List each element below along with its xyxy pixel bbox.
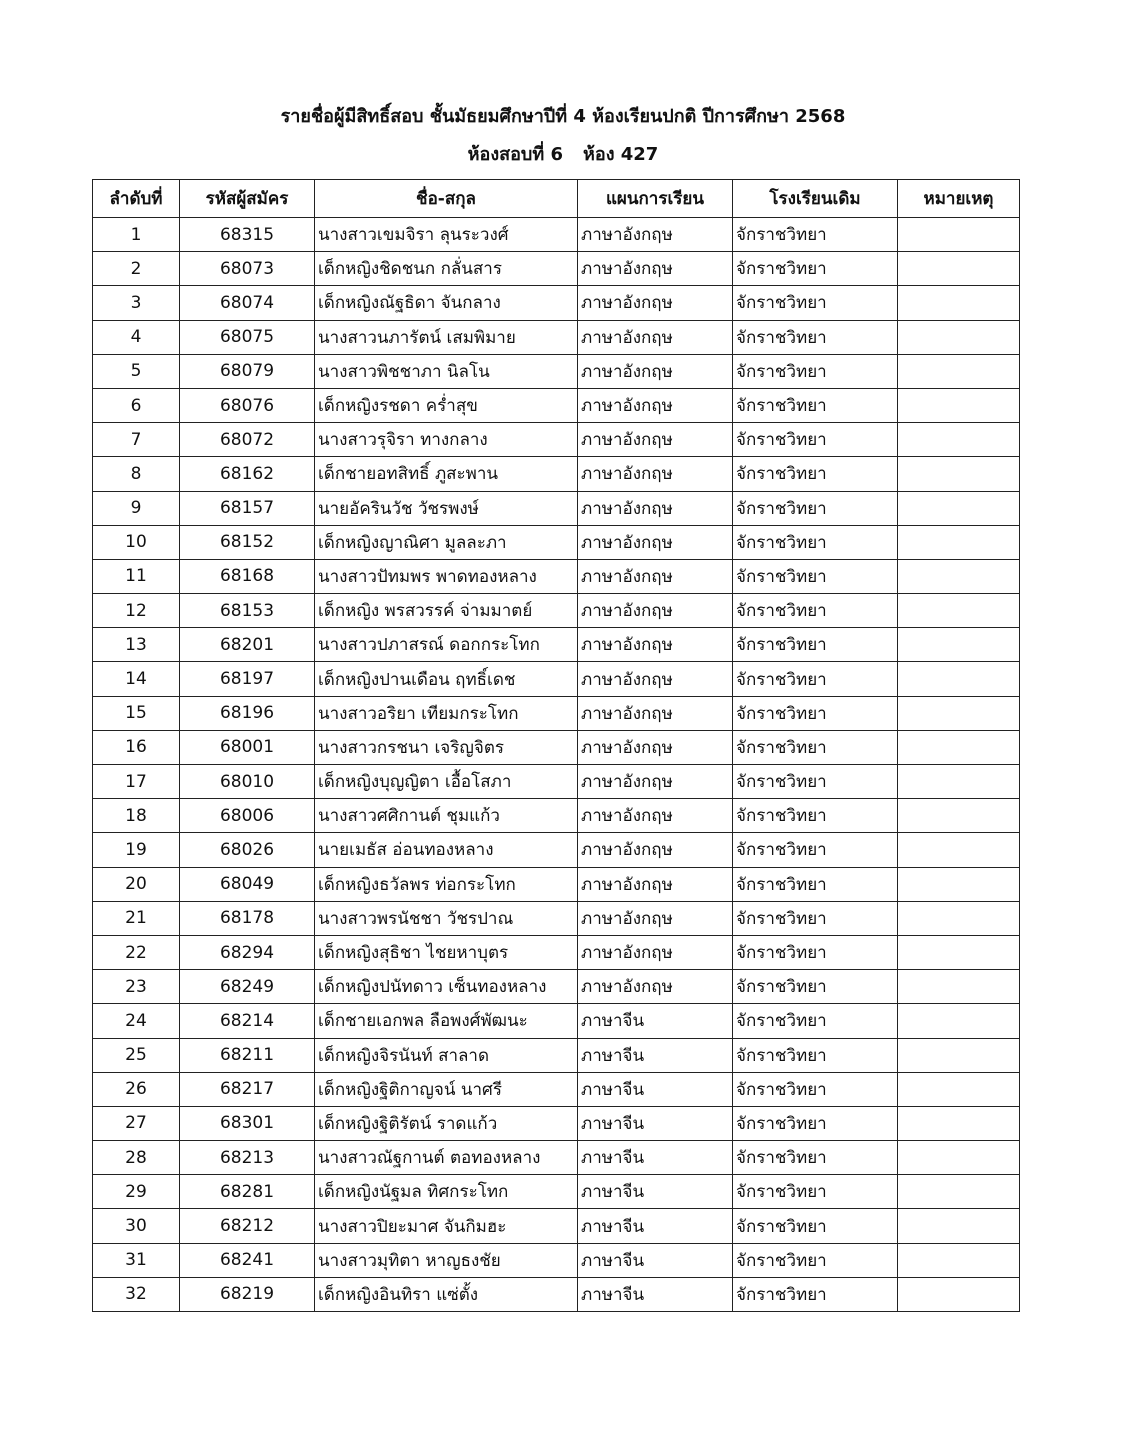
cell-former-school: จักราชวิทยา xyxy=(733,559,898,593)
cell-full-name: เด็กหญิงสุธิชา ไชยหาบุตร xyxy=(315,935,578,969)
cell-former-school: จักราชวิทยา xyxy=(733,1277,898,1311)
cell-study-plan: ภาษาอังกฤษ xyxy=(578,218,733,252)
cell-study-plan: ภาษาอังกฤษ xyxy=(578,765,733,799)
cell-full-name: นางสาวเขมจิรา ลุนระวงศ์ xyxy=(315,218,578,252)
cell-full-name: นางสาวปัทมพร พาดทองหลาง xyxy=(315,559,578,593)
cell-no: 7 xyxy=(93,423,180,457)
cell-applicant-id: 68049 xyxy=(180,867,315,901)
cell-applicant-id: 68197 xyxy=(180,662,315,696)
table-row xyxy=(93,388,1020,422)
cell-study-plan: ภาษาอังกฤษ xyxy=(578,354,733,388)
cell-note xyxy=(898,628,1020,662)
cell-note xyxy=(898,867,1020,901)
cell-applicant-id: 68211 xyxy=(180,1038,315,1072)
cell-former-school: จักราชวิทยา xyxy=(733,765,898,799)
cell-no: 5 xyxy=(93,354,180,388)
cell-applicant-id: 68001 xyxy=(180,730,315,764)
cell-note xyxy=(898,833,1020,867)
cell-note xyxy=(898,286,1020,320)
cell-study-plan: ภาษาอังกฤษ xyxy=(578,286,733,320)
cell-note xyxy=(898,1243,1020,1277)
cell-study-plan: ภาษาอังกฤษ xyxy=(578,320,733,354)
cell-study-plan: ภาษาจีน xyxy=(578,1106,733,1140)
cell-no: 14 xyxy=(93,662,180,696)
cell-no: 30 xyxy=(93,1209,180,1243)
cell-applicant-id: 68212 xyxy=(180,1209,315,1243)
table-row xyxy=(93,491,1020,525)
table-row xyxy=(93,935,1020,969)
cell-no: 32 xyxy=(93,1277,180,1311)
cell-applicant-id: 68217 xyxy=(180,1072,315,1106)
cell-former-school: จักราชวิทยา xyxy=(733,1175,898,1209)
cell-no: 3 xyxy=(93,286,180,320)
cell-study-plan: ภาษาอังกฤษ xyxy=(578,559,733,593)
cell-full-name: เด็กหญิงญาณิศา มูลละภา xyxy=(315,525,578,559)
cell-applicant-id: 68079 xyxy=(180,354,315,388)
cell-former-school: จักราชวิทยา xyxy=(733,491,898,525)
cell-study-plan: ภาษาอังกฤษ xyxy=(578,696,733,730)
cell-applicant-id: 68315 xyxy=(180,218,315,252)
table-row xyxy=(93,696,1020,730)
cell-former-school: จักราชวิทยา xyxy=(733,525,898,559)
cell-study-plan: ภาษาอังกฤษ xyxy=(578,388,733,422)
cell-no: 19 xyxy=(93,833,180,867)
cell-applicant-id: 68074 xyxy=(180,286,315,320)
cell-applicant-id: 68026 xyxy=(180,833,315,867)
cell-former-school: จักราชวิทยา xyxy=(733,730,898,764)
cell-no: 12 xyxy=(93,594,180,628)
cell-former-school: จักราชวิทยา xyxy=(733,1106,898,1140)
cell-applicant-id: 68249 xyxy=(180,970,315,1004)
cell-former-school: จักราชวิทยา xyxy=(733,867,898,901)
candidate-table xyxy=(92,179,1020,1312)
cell-note xyxy=(898,1038,1020,1072)
cell-study-plan: ภาษาอังกฤษ xyxy=(578,970,733,1004)
cell-full-name: นายอัครินวัช วัชรพงษ์ xyxy=(315,491,578,525)
table-row xyxy=(93,833,1020,867)
cell-full-name: นางสาวมุทิตา หาญธงชัย xyxy=(315,1243,578,1277)
table-row xyxy=(93,1038,1020,1072)
table-row xyxy=(93,354,1020,388)
cell-no: 6 xyxy=(93,388,180,422)
cell-study-plan: ภาษาอังกฤษ xyxy=(578,935,733,969)
cell-full-name: เด็กชายอทสิทธิ์ ภูสะพาน xyxy=(315,457,578,491)
cell-full-name: นางสาวปิยะมาศ จันกิมฮะ xyxy=(315,1209,578,1243)
table-row xyxy=(93,1277,1020,1311)
cell-no: 2 xyxy=(93,252,180,286)
cell-former-school: จักราชวิทยา xyxy=(733,935,898,969)
cell-note xyxy=(898,662,1020,696)
cell-full-name: เด็กชายเอกพล ลือพงศ์พัฒนะ xyxy=(315,1004,578,1038)
cell-no: 22 xyxy=(93,935,180,969)
cell-study-plan: ภาษาอังกฤษ xyxy=(578,730,733,764)
table-row xyxy=(93,1175,1020,1209)
cell-note xyxy=(898,1004,1020,1038)
cell-study-plan: ภาษาอังกฤษ xyxy=(578,525,733,559)
cell-no: 11 xyxy=(93,559,180,593)
table-row xyxy=(93,559,1020,593)
cell-note xyxy=(898,730,1020,764)
table-body xyxy=(93,218,1020,1312)
cell-study-plan: ภาษาอังกฤษ xyxy=(578,833,733,867)
table-row xyxy=(93,218,1020,252)
cell-full-name: นายเมธัส อ่อนทองหลาง xyxy=(315,833,578,867)
table-row xyxy=(93,765,1020,799)
cell-full-name: นางสาวรุจิรา ทางกลาง xyxy=(315,423,578,457)
cell-applicant-id: 68073 xyxy=(180,252,315,286)
cell-full-name: นางสาวณัฐกานต์ ตอทองหลาง xyxy=(315,1141,578,1175)
table-row xyxy=(93,320,1020,354)
cell-no: 24 xyxy=(93,1004,180,1038)
cell-study-plan: ภาษาจีน xyxy=(578,1209,733,1243)
cell-former-school: จักราชวิทยา xyxy=(733,252,898,286)
cell-full-name: เด็กหญิงฐิติกาญจน์ นาศรี xyxy=(315,1072,578,1106)
cell-no: 10 xyxy=(93,525,180,559)
cell-full-name: เด็กหญิงอินทิรา แซ่ตั้ง xyxy=(315,1277,578,1311)
table-row xyxy=(93,1209,1020,1243)
cell-full-name: นางสาวพิชชาภา นิลโน xyxy=(315,354,578,388)
cell-full-name: นางสาวนภารัตน์ เสมพิมาย xyxy=(315,320,578,354)
cell-study-plan: ภาษาจีน xyxy=(578,1004,733,1038)
table-row xyxy=(93,286,1020,320)
cell-full-name: นางสาวกรชนา เจริญจิตร xyxy=(315,730,578,764)
table-row xyxy=(93,594,1020,628)
cell-note xyxy=(898,1175,1020,1209)
document-title: รายชื่อผู้มีสิทธิ์สอบ ชั้นมัธยมศึกษาปีที่ 4 ห้องเรียนปกติ ปีการศึกษา 2568 xyxy=(280,106,846,127)
cell-no: 15 xyxy=(93,696,180,730)
cell-former-school: จักราชวิทยา xyxy=(733,320,898,354)
cell-former-school: จักราชวิทยา xyxy=(733,423,898,457)
cell-no: 1 xyxy=(93,218,180,252)
cell-note xyxy=(898,1141,1020,1175)
cell-note xyxy=(898,696,1020,730)
cell-applicant-id: 68201 xyxy=(180,628,315,662)
cell-full-name: เด็กหญิงบุญญิตา เอื้อโสภา xyxy=(315,765,578,799)
cell-applicant-id: 68196 xyxy=(180,696,315,730)
table-row xyxy=(93,252,1020,286)
cell-former-school: จักราชวิทยา xyxy=(733,970,898,1004)
cell-applicant-id: 68241 xyxy=(180,1243,315,1277)
exam-room-label: ห้องสอบที่ 6 xyxy=(467,144,564,165)
document-subtitle xyxy=(0,142,1126,168)
cell-no: 13 xyxy=(93,628,180,662)
cell-study-plan: ภาษาอังกฤษ xyxy=(578,662,733,696)
cell-no: 25 xyxy=(93,1038,180,1072)
cell-former-school: จักราชวิทยา xyxy=(733,696,898,730)
cell-former-school: จักราชวิทยา xyxy=(733,457,898,491)
cell-no: 20 xyxy=(93,867,180,901)
cell-no: 18 xyxy=(93,799,180,833)
cell-full-name: นางสาวศศิกานต์ ชุมแก้ว xyxy=(315,799,578,833)
cell-former-school: จักราชวิทยา xyxy=(733,799,898,833)
table-row xyxy=(93,1004,1020,1038)
table-row xyxy=(93,730,1020,764)
cell-applicant-id: 68076 xyxy=(180,388,315,422)
cell-applicant-id: 68219 xyxy=(180,1277,315,1311)
cell-no: 21 xyxy=(93,901,180,935)
header-applicant-id: รหัสผู้สมัคร xyxy=(180,180,315,218)
cell-study-plan: ภาษาอังกฤษ xyxy=(578,594,733,628)
cell-no: 23 xyxy=(93,970,180,1004)
cell-full-name: เด็กหญิงชิดชนก กลั่นสาร xyxy=(315,252,578,286)
cell-full-name: เด็กหญิงรชดา คร่ำสุข xyxy=(315,388,578,422)
cell-study-plan: ภาษาอังกฤษ xyxy=(578,901,733,935)
cell-study-plan: ภาษาอังกฤษ xyxy=(578,491,733,525)
cell-applicant-id: 68214 xyxy=(180,1004,315,1038)
cell-no: 9 xyxy=(93,491,180,525)
table-row xyxy=(93,970,1020,1004)
cell-no: 27 xyxy=(93,1106,180,1140)
cell-former-school: จักราชวิทยา xyxy=(733,662,898,696)
table-row xyxy=(93,457,1020,491)
cell-note xyxy=(898,491,1020,525)
cell-full-name: นางสาวปภาสรณ์ ดอกกระโทก xyxy=(315,628,578,662)
cell-applicant-id: 68294 xyxy=(180,935,315,969)
header-note: หมายเหตุ xyxy=(898,180,1020,218)
cell-study-plan: ภาษาจีน xyxy=(578,1141,733,1175)
cell-study-plan: ภาษาอังกฤษ xyxy=(578,423,733,457)
cell-study-plan: ภาษาอังกฤษ xyxy=(578,867,733,901)
table-row xyxy=(93,525,1020,559)
cell-applicant-id: 68281 xyxy=(180,1175,315,1209)
cell-study-plan: ภาษาจีน xyxy=(578,1072,733,1106)
cell-former-school: จักราชวิทยา xyxy=(733,218,898,252)
cell-former-school: จักราชวิทยา xyxy=(733,1209,898,1243)
cell-former-school: จักราชวิทยา xyxy=(733,1141,898,1175)
table-row xyxy=(93,799,1020,833)
cell-study-plan: ภาษาจีน xyxy=(578,1175,733,1209)
cell-former-school: จักราชวิทยา xyxy=(733,1072,898,1106)
cell-no: 4 xyxy=(93,320,180,354)
cell-note xyxy=(898,1072,1020,1106)
cell-applicant-id: 68157 xyxy=(180,491,315,525)
cell-note xyxy=(898,1209,1020,1243)
cell-note xyxy=(898,252,1020,286)
cell-note xyxy=(898,388,1020,422)
cell-note xyxy=(898,935,1020,969)
header-full-name: ชื่อ-สกุล xyxy=(315,180,578,218)
cell-former-school: จักราชวิทยา xyxy=(733,1038,898,1072)
cell-study-plan: ภาษาอังกฤษ xyxy=(578,799,733,833)
cell-applicant-id: 68072 xyxy=(180,423,315,457)
cell-note xyxy=(898,525,1020,559)
header-no: ลำดับที่ xyxy=(93,180,180,218)
cell-note xyxy=(898,457,1020,491)
cell-applicant-id: 68010 xyxy=(180,765,315,799)
cell-note xyxy=(898,1277,1020,1311)
cell-note xyxy=(898,218,1020,252)
cell-no: 16 xyxy=(93,730,180,764)
room-label: ห้อง 427 xyxy=(583,144,659,165)
cell-study-plan: ภาษาจีน xyxy=(578,1277,733,1311)
table-row xyxy=(93,901,1020,935)
cell-note xyxy=(898,970,1020,1004)
table-header-row xyxy=(93,180,1020,218)
cell-no: 17 xyxy=(93,765,180,799)
cell-note xyxy=(898,559,1020,593)
table-row xyxy=(93,867,1020,901)
cell-former-school: จักราชวิทยา xyxy=(733,354,898,388)
cell-former-school: จักราชวิทยา xyxy=(733,1243,898,1277)
table-row xyxy=(93,662,1020,696)
cell-note xyxy=(898,423,1020,457)
cell-study-plan: ภาษาอังกฤษ xyxy=(578,628,733,662)
cell-full-name: เด็กหญิง พรสวรรค์ จ่ามมาตย์ xyxy=(315,594,578,628)
cell-full-name: เด็กหญิงฐิติรัตน์ ราดแก้ว xyxy=(315,1106,578,1140)
cell-applicant-id: 68152 xyxy=(180,525,315,559)
cell-full-name: เด็กหญิงจิรนันท์ สาลาด xyxy=(315,1038,578,1072)
header-study-plan: แผนการเรียน xyxy=(578,180,733,218)
cell-study-plan: ภาษาอังกฤษ xyxy=(578,457,733,491)
table-row xyxy=(93,1141,1020,1175)
cell-no: 31 xyxy=(93,1243,180,1277)
cell-no: 26 xyxy=(93,1072,180,1106)
cell-applicant-id: 68153 xyxy=(180,594,315,628)
cell-full-name: นางสาวอริยา เทียมกระโทก xyxy=(315,696,578,730)
cell-former-school: จักราชวิทยา xyxy=(733,901,898,935)
table-row xyxy=(93,1243,1020,1277)
cell-full-name: เด็กหญิงธวัลพร ท่อกระโทก xyxy=(315,867,578,901)
cell-no: 29 xyxy=(93,1175,180,1209)
cell-full-name: เด็กหญิงณัฐธิดา จันกลาง xyxy=(315,286,578,320)
cell-former-school: จักราชวิทยา xyxy=(733,628,898,662)
cell-note xyxy=(898,901,1020,935)
cell-study-plan: ภาษาจีน xyxy=(578,1038,733,1072)
cell-full-name: เด็กหญิงนัฐมล ทิศกระโทก xyxy=(315,1175,578,1209)
cell-former-school: จักราชวิทยา xyxy=(733,388,898,422)
table-row xyxy=(93,423,1020,457)
cell-applicant-id: 68168 xyxy=(180,559,315,593)
cell-no: 28 xyxy=(93,1141,180,1175)
cell-applicant-id: 68301 xyxy=(180,1106,315,1140)
cell-former-school: จักราชวิทยา xyxy=(733,594,898,628)
cell-note xyxy=(898,594,1020,628)
cell-applicant-id: 68213 xyxy=(180,1141,315,1175)
cell-applicant-id: 68162 xyxy=(180,457,315,491)
cell-full-name: เด็กหญิงปนัทดาว เซ็นทองหลาง xyxy=(315,970,578,1004)
table-row xyxy=(93,1072,1020,1106)
cell-note xyxy=(898,765,1020,799)
cell-note xyxy=(898,1106,1020,1140)
cell-no: 8 xyxy=(93,457,180,491)
cell-full-name: เด็กหญิงปานเดือน ฤทธิ์เดช xyxy=(315,662,578,696)
cell-applicant-id: 68006 xyxy=(180,799,315,833)
cell-study-plan: ภาษาอังกฤษ xyxy=(578,252,733,286)
cell-applicant-id: 68075 xyxy=(180,320,315,354)
table-row xyxy=(93,628,1020,662)
cell-study-plan: ภาษาจีน xyxy=(578,1243,733,1277)
cell-former-school: จักราชวิทยา xyxy=(733,286,898,320)
cell-former-school: จักราชวิทยา xyxy=(733,1004,898,1038)
table-row xyxy=(93,1106,1020,1140)
cell-note xyxy=(898,354,1020,388)
cell-full-name: นางสาวพรนัชชา วัชรปาณ xyxy=(315,901,578,935)
cell-applicant-id: 68178 xyxy=(180,901,315,935)
cell-former-school: จักราชวิทยา xyxy=(733,833,898,867)
header-former-school: โรงเรียนเดิม xyxy=(733,180,898,218)
cell-note xyxy=(898,320,1020,354)
cell-note xyxy=(898,799,1020,833)
